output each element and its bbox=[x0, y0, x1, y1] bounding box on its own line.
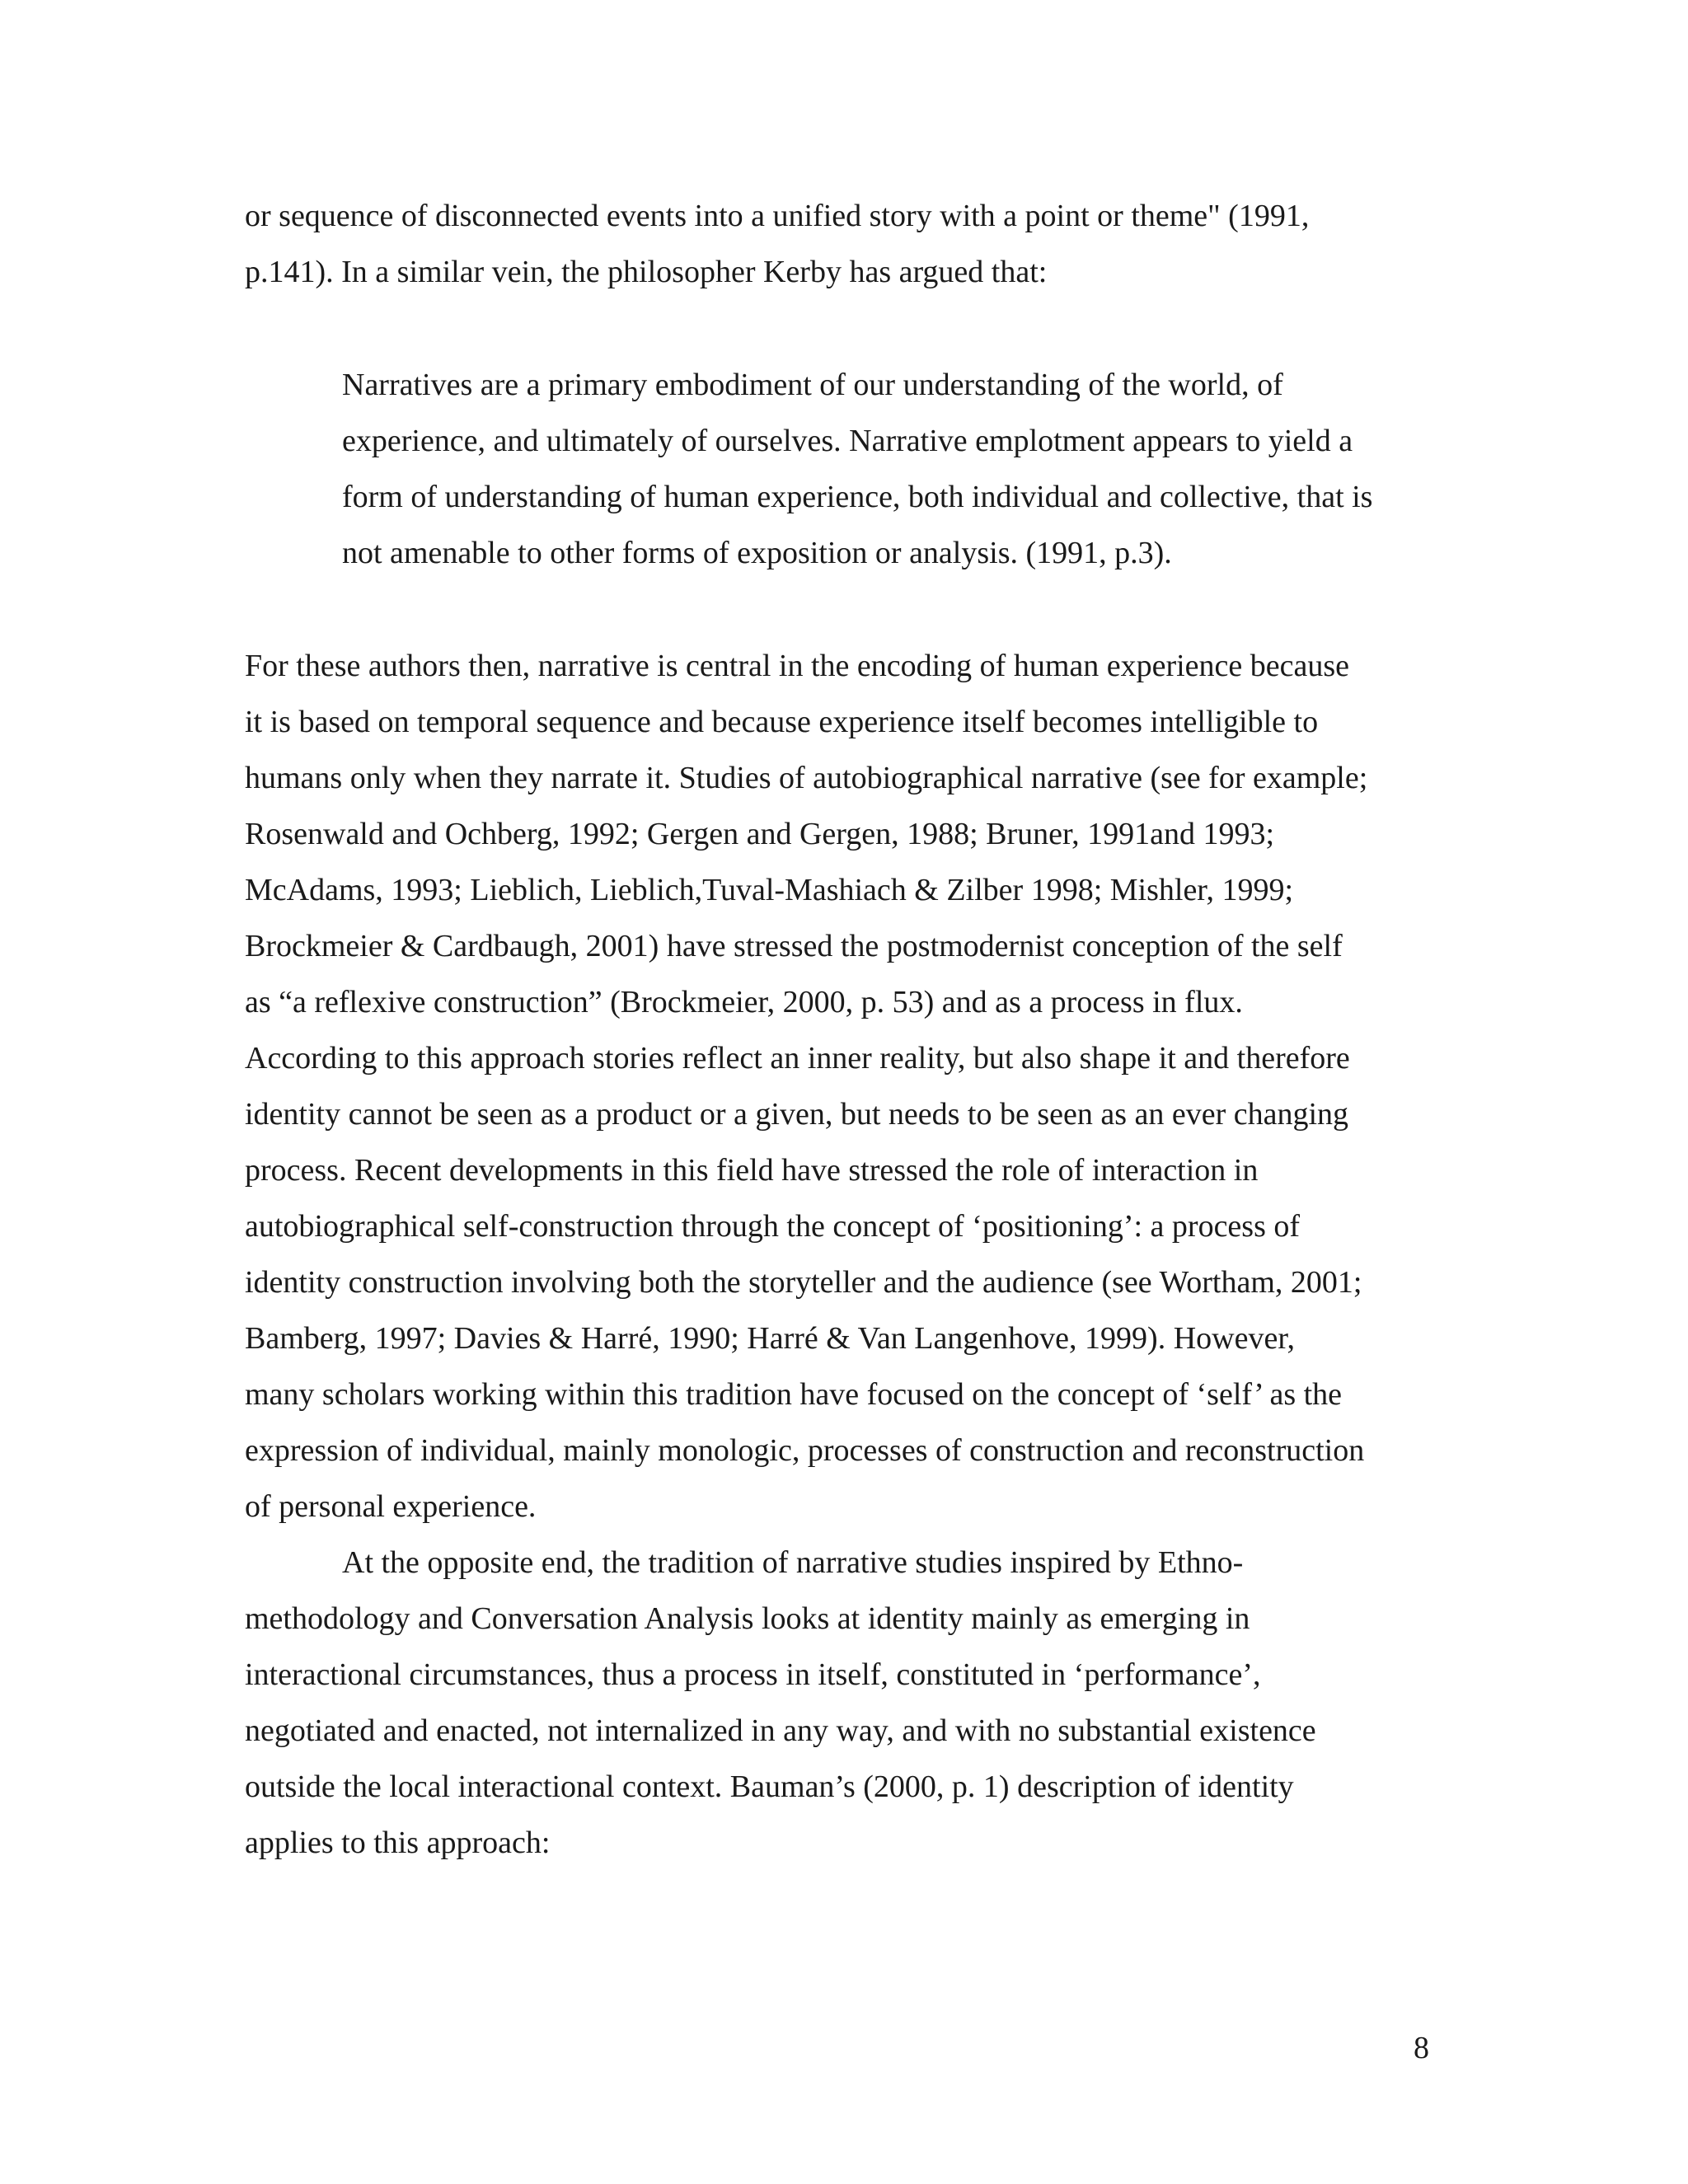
paragraph-line: it is based on temporal sequence and because experience itself becomes intelligible to bbox=[245, 705, 1319, 739]
paragraph-line: identity construction involving both the storyteller and the audience (see Wortham, 2001; bbox=[245, 1265, 1362, 1300]
paragraph-line: many scholars working within this tradition have focused on the concept of ‘self’ as the bbox=[245, 1377, 1343, 1412]
paragraph-line: negotiated and enacted, not internalized in any way, and with no substantial existence bbox=[245, 1713, 1316, 1748]
paragraph-line: Bamberg, 1997; Davies & Harré, 1990; Harré & Van Langenhove, 1999). However, bbox=[245, 1321, 1295, 1356]
paragraph-line: outside the local interactional context. Bauman’s (2000, p. 1) description of identity bbox=[245, 1769, 1294, 1804]
paragraph-line: applies to this approach: bbox=[245, 1825, 551, 1860]
block-quote-line: experience, and ultimately of ourselves. Narrative emplotment appears to yield a bbox=[342, 424, 1353, 458]
paragraph-line: humans only when they narrate it. Studies of autobiographical narrative (see for example; bbox=[245, 761, 1368, 795]
paragraph-line: process. Recent developments in this field have stressed the role of interaction in bbox=[245, 1153, 1259, 1188]
paragraph-line: At the opposite end, the tradition of narrative studies inspired by Ethno- bbox=[342, 1545, 1244, 1580]
paragraph-line: interactional circumstances, thus a process in itself, constituted in ‘performance’, bbox=[245, 1657, 1261, 1692]
body-line: or sequence of disconnected events into a unified story with a point or theme" (1991, bbox=[245, 199, 1310, 233]
paragraph-line: expression of individual, mainly monologic, processes of construction and reconstruction bbox=[245, 1433, 1365, 1468]
body-line: p.141). In a similar vein, the philosopher Kerby has argued that: bbox=[245, 255, 1048, 289]
paragraph-line: According to this approach stories reflect an inner reality, but also shape it and therefore bbox=[245, 1041, 1350, 1076]
paragraph-line: Rosenwald and Ochberg, 1992; Gergen and Gergen, 1988; Bruner, 1991and 1993; bbox=[245, 817, 1275, 851]
paragraph-line: Brockmeier & Cardbaugh, 2001) have stressed the postmodernist conception of the self bbox=[245, 929, 1343, 963]
block-quote-line: not amenable to other forms of exposition or analysis. (1991, p.3). bbox=[342, 536, 1172, 570]
paragraph-line: identity cannot be seen as a product or a given, but needs to be seen as an ever changing bbox=[245, 1097, 1349, 1132]
paragraph-line: methodology and Conversation Analysis looks at identity mainly as emerging in bbox=[245, 1601, 1250, 1636]
paragraph-line: of personal experience. bbox=[245, 1489, 537, 1524]
paragraph-line: For these authors then, narrative is central in the encoding of human experience because bbox=[245, 649, 1350, 683]
paragraph-line: as “a reflexive construction” (Brockmeier, 2000, p. 53) and as a process in flux. bbox=[245, 985, 1243, 1019]
paragraph-line: autobiographical self-construction through the concept of ‘positioning’: a process of bbox=[245, 1209, 1301, 1244]
block-quote-line: Narratives are a primary embodiment of our understanding of the world, of bbox=[342, 368, 1283, 402]
page-number: 8 bbox=[1414, 2031, 1429, 2065]
paragraph-line: McAdams, 1993; Lieblich, Lieblich,Tuval-Mashiach & Zilber 1998; Mishler, 1999; bbox=[245, 873, 1293, 907]
block-quote-line: form of understanding of human experience, both individual and collective, that is bbox=[342, 480, 1373, 514]
